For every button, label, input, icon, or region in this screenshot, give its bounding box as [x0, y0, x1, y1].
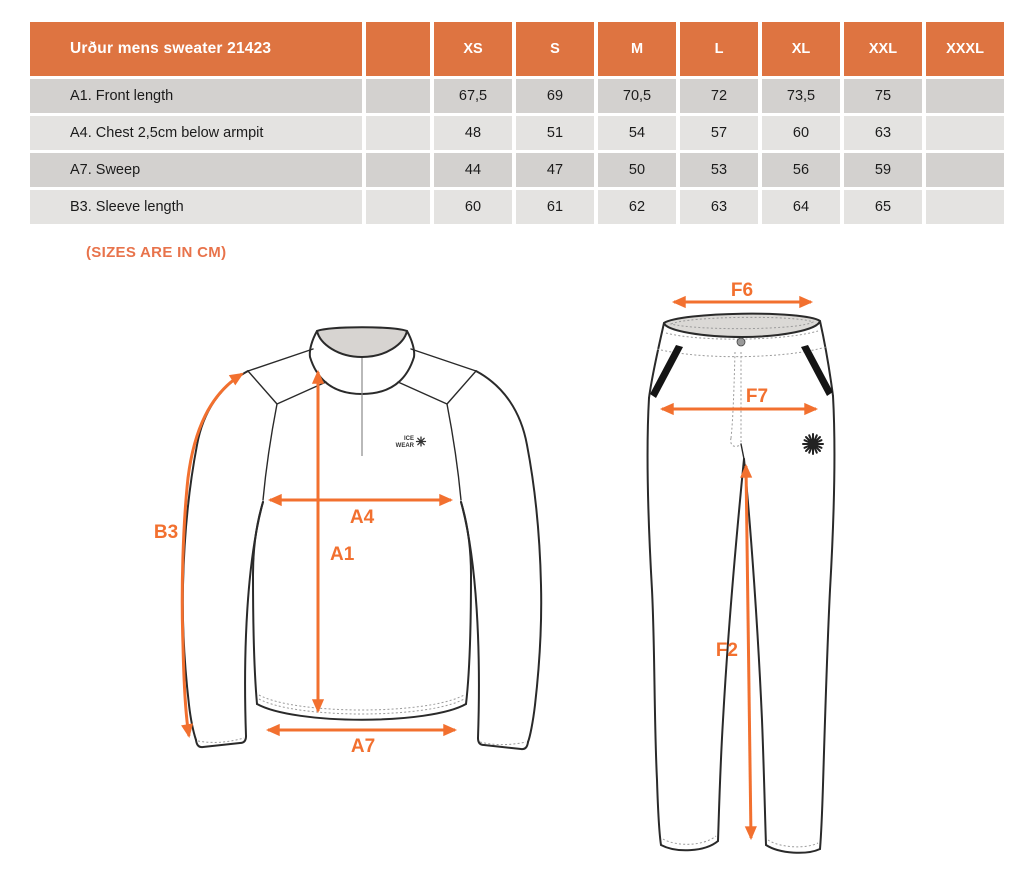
- sweater-collar-opening: [317, 327, 407, 357]
- garment-diagrams: [0, 280, 1036, 892]
- svg-text:WEAR: WEAR: [395, 443, 414, 449]
- value-cell: [926, 79, 1004, 113]
- f6-label: F6: [730, 280, 754, 301]
- value-cell: 72: [680, 79, 758, 113]
- value-cell: 51: [516, 116, 594, 150]
- table-row: [30, 190, 1004, 224]
- value-cell: 75: [844, 79, 922, 113]
- value-cell: 47: [516, 153, 594, 187]
- size-header-xxxl: XXXL: [926, 22, 1004, 76]
- sweater-drawing: [154, 327, 541, 757]
- value-cell: 50: [598, 153, 676, 187]
- a1-label: A1: [330, 544, 355, 565]
- pants-left-pocket: [650, 345, 683, 398]
- value-cell: 64: [762, 190, 840, 224]
- value-cell: [926, 153, 1004, 187]
- table-row: [30, 79, 1004, 113]
- a7-label: A7: [350, 736, 376, 757]
- icewear-logo: [396, 436, 426, 449]
- a4-label: A4: [349, 507, 375, 528]
- value-cell: [926, 116, 1004, 150]
- f2-label: F2: [715, 640, 738, 661]
- b3-arrow: [182, 374, 242, 736]
- sizes-unit-note: (SIZES ARE IN CM): [86, 244, 227, 261]
- pants-button: [737, 338, 745, 346]
- row-label: A1. Front length: [30, 79, 362, 113]
- header-blank-cell: [366, 22, 430, 76]
- svg-text:ICE: ICE: [403, 436, 414, 442]
- size-header-xxl: XXL: [844, 22, 922, 76]
- value-cell: 69: [516, 79, 594, 113]
- row-label: B3. Sleeve length: [30, 190, 362, 224]
- value-cell: 63: [680, 190, 758, 224]
- f7-label: F7: [745, 386, 769, 407]
- sweater-left-sleeve: [183, 371, 248, 740]
- value-cell: 56: [762, 153, 840, 187]
- blank-cell: [366, 190, 430, 224]
- value-cell: 65: [844, 190, 922, 224]
- pants-left-leg: [648, 398, 661, 845]
- table-title: Urður mens sweater 21423: [30, 22, 362, 76]
- table-header-row: [30, 22, 1004, 76]
- value-cell: 61: [516, 190, 594, 224]
- value-cell: 57: [680, 116, 758, 150]
- value-cell: 73,5: [762, 79, 840, 113]
- snowflake-logo: [803, 434, 823, 454]
- row-label: A4. Chest 2,5cm below armpit: [30, 116, 362, 150]
- value-cell: 67,5: [434, 79, 512, 113]
- size-chart-table: [26, 19, 1008, 227]
- size-header-xs: XS: [434, 22, 512, 76]
- sweater-body: [253, 502, 263, 704]
- size-header-xl: XL: [762, 22, 840, 76]
- b3-label: B3: [153, 522, 179, 543]
- size-header-s: S: [516, 22, 594, 76]
- sweater-right-sleeve: [476, 371, 541, 742]
- blank-cell: [366, 79, 430, 113]
- size-header-m: M: [598, 22, 676, 76]
- size-header-l: L: [680, 22, 758, 76]
- value-cell: 62: [598, 190, 676, 224]
- pants-right-pocket: [801, 345, 833, 396]
- row-label: A7. Sweep: [30, 153, 362, 187]
- table-row: [30, 116, 1004, 150]
- table-row: [30, 153, 1004, 187]
- value-cell: 59: [844, 153, 922, 187]
- blank-cell: [366, 153, 430, 187]
- value-cell: 44: [434, 153, 512, 187]
- value-cell: 54: [598, 116, 676, 150]
- value-cell: 63: [844, 116, 922, 150]
- value-cell: 60: [762, 116, 840, 150]
- snowflake-icon: [417, 437, 426, 446]
- value-cell: 60: [434, 190, 512, 224]
- value-cell: 70,5: [598, 79, 676, 113]
- pants-drawing: [648, 280, 835, 853]
- value-cell: 48: [434, 116, 512, 150]
- pants-right-leg: [820, 396, 834, 849]
- value-cell: 53: [680, 153, 758, 187]
- blank-cell: [366, 116, 430, 150]
- value-cell: [926, 190, 1004, 224]
